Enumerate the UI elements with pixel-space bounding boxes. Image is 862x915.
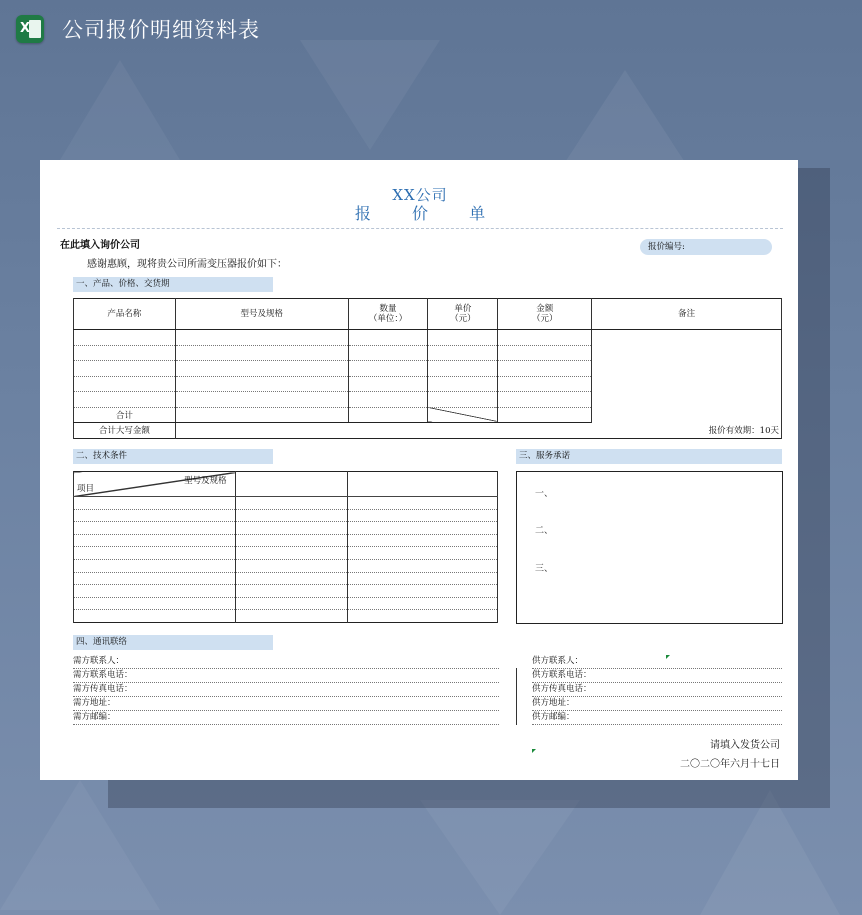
products-table (73, 298, 782, 439)
table-row[interactable] (74, 330, 782, 346)
table-row[interactable] (74, 559, 498, 572)
service-item-2: 二、 (535, 526, 554, 536)
document-title: 报 价 单 (354, 204, 504, 223)
total-caps-row (74, 423, 782, 439)
service-item-1: 一、 (535, 489, 554, 499)
greeting-text: 感谢惠顾，现将贵公司所需变压器报价如下： (87, 259, 287, 270)
supplier-contact-person[interactable]: 供方联系人： (532, 655, 782, 669)
table-row[interactable] (74, 597, 498, 610)
section-contact: 四、通讯联络 (73, 635, 273, 650)
app-header (16, 14, 260, 44)
supplier-phone[interactable]: 供方联系电话： (532, 669, 782, 683)
service-item-3: 三、 (535, 564, 554, 574)
validity-text: 报价有效期：10天 (175, 423, 781, 439)
section-service: 三、服务承诺 (516, 449, 782, 464)
window-title: 公司报价明细资料表 (62, 18, 260, 42)
col-amount: 金额 （元） (498, 299, 592, 330)
supplier-address[interactable]: 供方地址： (532, 697, 782, 711)
service-box[interactable] (516, 471, 783, 624)
table-row[interactable] (74, 572, 498, 585)
comment-marker-icon (532, 749, 536, 753)
section-products: 一、产品、价格、交货期 (73, 277, 273, 292)
divider (57, 228, 783, 229)
col-qty: 数量 （单位：） (348, 299, 428, 330)
total-label: 合计 (74, 407, 176, 423)
buyer-address[interactable]: 需方地址： (73, 697, 499, 711)
table-row[interactable] (74, 547, 498, 560)
table-row[interactable] (74, 522, 498, 535)
supplier-fax[interactable]: 供方传真电话： (532, 683, 782, 697)
buyer-postcode[interactable]: 需方邮编： (73, 711, 499, 725)
quotation-document (57, 176, 783, 770)
buyer-fax[interactable]: 需方传真电话： (73, 683, 499, 697)
total-caps-label: 合计大写金额 (74, 423, 176, 439)
contact-divider (516, 668, 517, 725)
col-product: 产品名称 (74, 299, 176, 330)
col-model: 型号及规格 (175, 299, 348, 330)
table-row[interactable] (74, 610, 498, 623)
supplier-postcode[interactable]: 供方邮编： (532, 711, 782, 725)
supplier-contacts (532, 655, 782, 725)
buyer-contact-person[interactable]: 需方联系人： (73, 655, 499, 669)
table-row[interactable] (74, 509, 498, 522)
table-row[interactable] (74, 585, 498, 598)
excel-icon: X (16, 15, 44, 43)
inquiry-company[interactable]: 在此填入询价公司 (60, 240, 140, 251)
technical-table (73, 471, 498, 623)
table-row[interactable] (74, 497, 498, 510)
quote-number-field[interactable]: 报价编号: (640, 239, 772, 255)
col-price: 单价 （元） (428, 299, 498, 330)
supplier-company[interactable]: 请填入发货公司 (710, 740, 780, 751)
buyer-phone[interactable]: 需方联系电话： (73, 669, 499, 683)
col-remark: 备注 (592, 299, 782, 330)
buyer-contacts (73, 655, 499, 725)
quote-date: 二〇二〇年六月十七日 (680, 759, 780, 770)
section-technical: 二、技术条件 (73, 449, 273, 464)
company-title: XX公司 (392, 186, 448, 204)
tech-diagonal-header: 型号及规格 项目 (74, 472, 236, 497)
table-row[interactable] (74, 534, 498, 547)
